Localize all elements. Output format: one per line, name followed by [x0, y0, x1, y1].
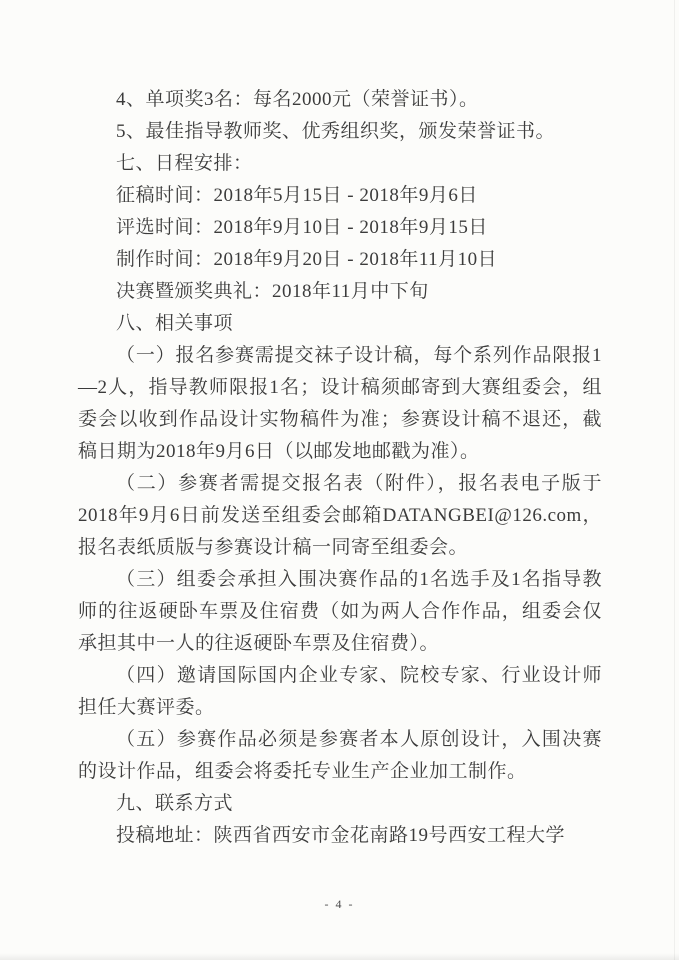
para-matter-5-originality: （五）参赛作品必须是参赛者本人原创设计，入围决赛的设计作品，组委会将委托专业生产企业加工制作。: [78, 729, 602, 782]
line-schedule-submission: 征稿时间：2018年5月15日 - 2018年9月6日: [116, 185, 478, 206]
para-matter-3-travel-expenses: （三）组委会承担入围决赛作品的1名选手及1名指导教师的往返硬卧车票及住宿费（如为两人合作作品，组委会仅承担其中一人的往返硬卧车票及住宿费）。: [78, 569, 602, 654]
page-number: - 4 -: [324, 897, 355, 911]
heading-section-9-contact: 九、联系方式: [116, 793, 234, 814]
para-matter-4-judges: （四）邀请国际国内企业专家、院校专家、行业设计师担任大赛评委。: [78, 665, 602, 718]
line-schedule-production: 制作时间：2018年9月20日 - 2018年11月10日: [116, 249, 498, 270]
line-schedule-final-ceremony: 决赛暨颁奖典礼：2018年11月中下旬: [116, 281, 429, 302]
document-body: [78, 84, 602, 852]
heading-section-8-matters: 八、相关事项: [116, 313, 234, 334]
heading-section-7-schedule: 七、日程安排：: [116, 153, 253, 174]
scan-edge-line: [674, 0, 675, 960]
line-award-item-4: 4、单项奖3名：每名2000元（荣誉证书）。: [116, 89, 479, 110]
line-award-item-5: 5、最佳指导教师奖、优秀组织奖，颁发荣誉证书。: [116, 121, 556, 142]
line-schedule-selection: 评选时间：2018年9月10日 - 2018年9月15日: [116, 217, 488, 238]
line-contact-address: 投稿地址：陕西省西安市金花南路19号西安工程大学: [116, 825, 566, 846]
para-matter-2-entry-form: （二）参赛者需提交报名表（附件），报名表电子版于2018年9月6日前发送至组委会邮箱DATANGBEI@126.com，报名表纸质版与参赛设计稿一同寄至组委会。: [78, 473, 602, 558]
scan-bottom-shade: [0, 953, 679, 960]
para-matter-1-submission-rules: （一）报名参赛需提交袜子设计稿，每个系列作品限报1—2人，指导教师限报1名；设计稿须邮寄到大赛组委会，组委会以收到作品设计实物稿件为准；参赛设计稿不退还，截稿日期为2018年9月6日（以邮发地邮戳为准）。: [78, 345, 602, 462]
